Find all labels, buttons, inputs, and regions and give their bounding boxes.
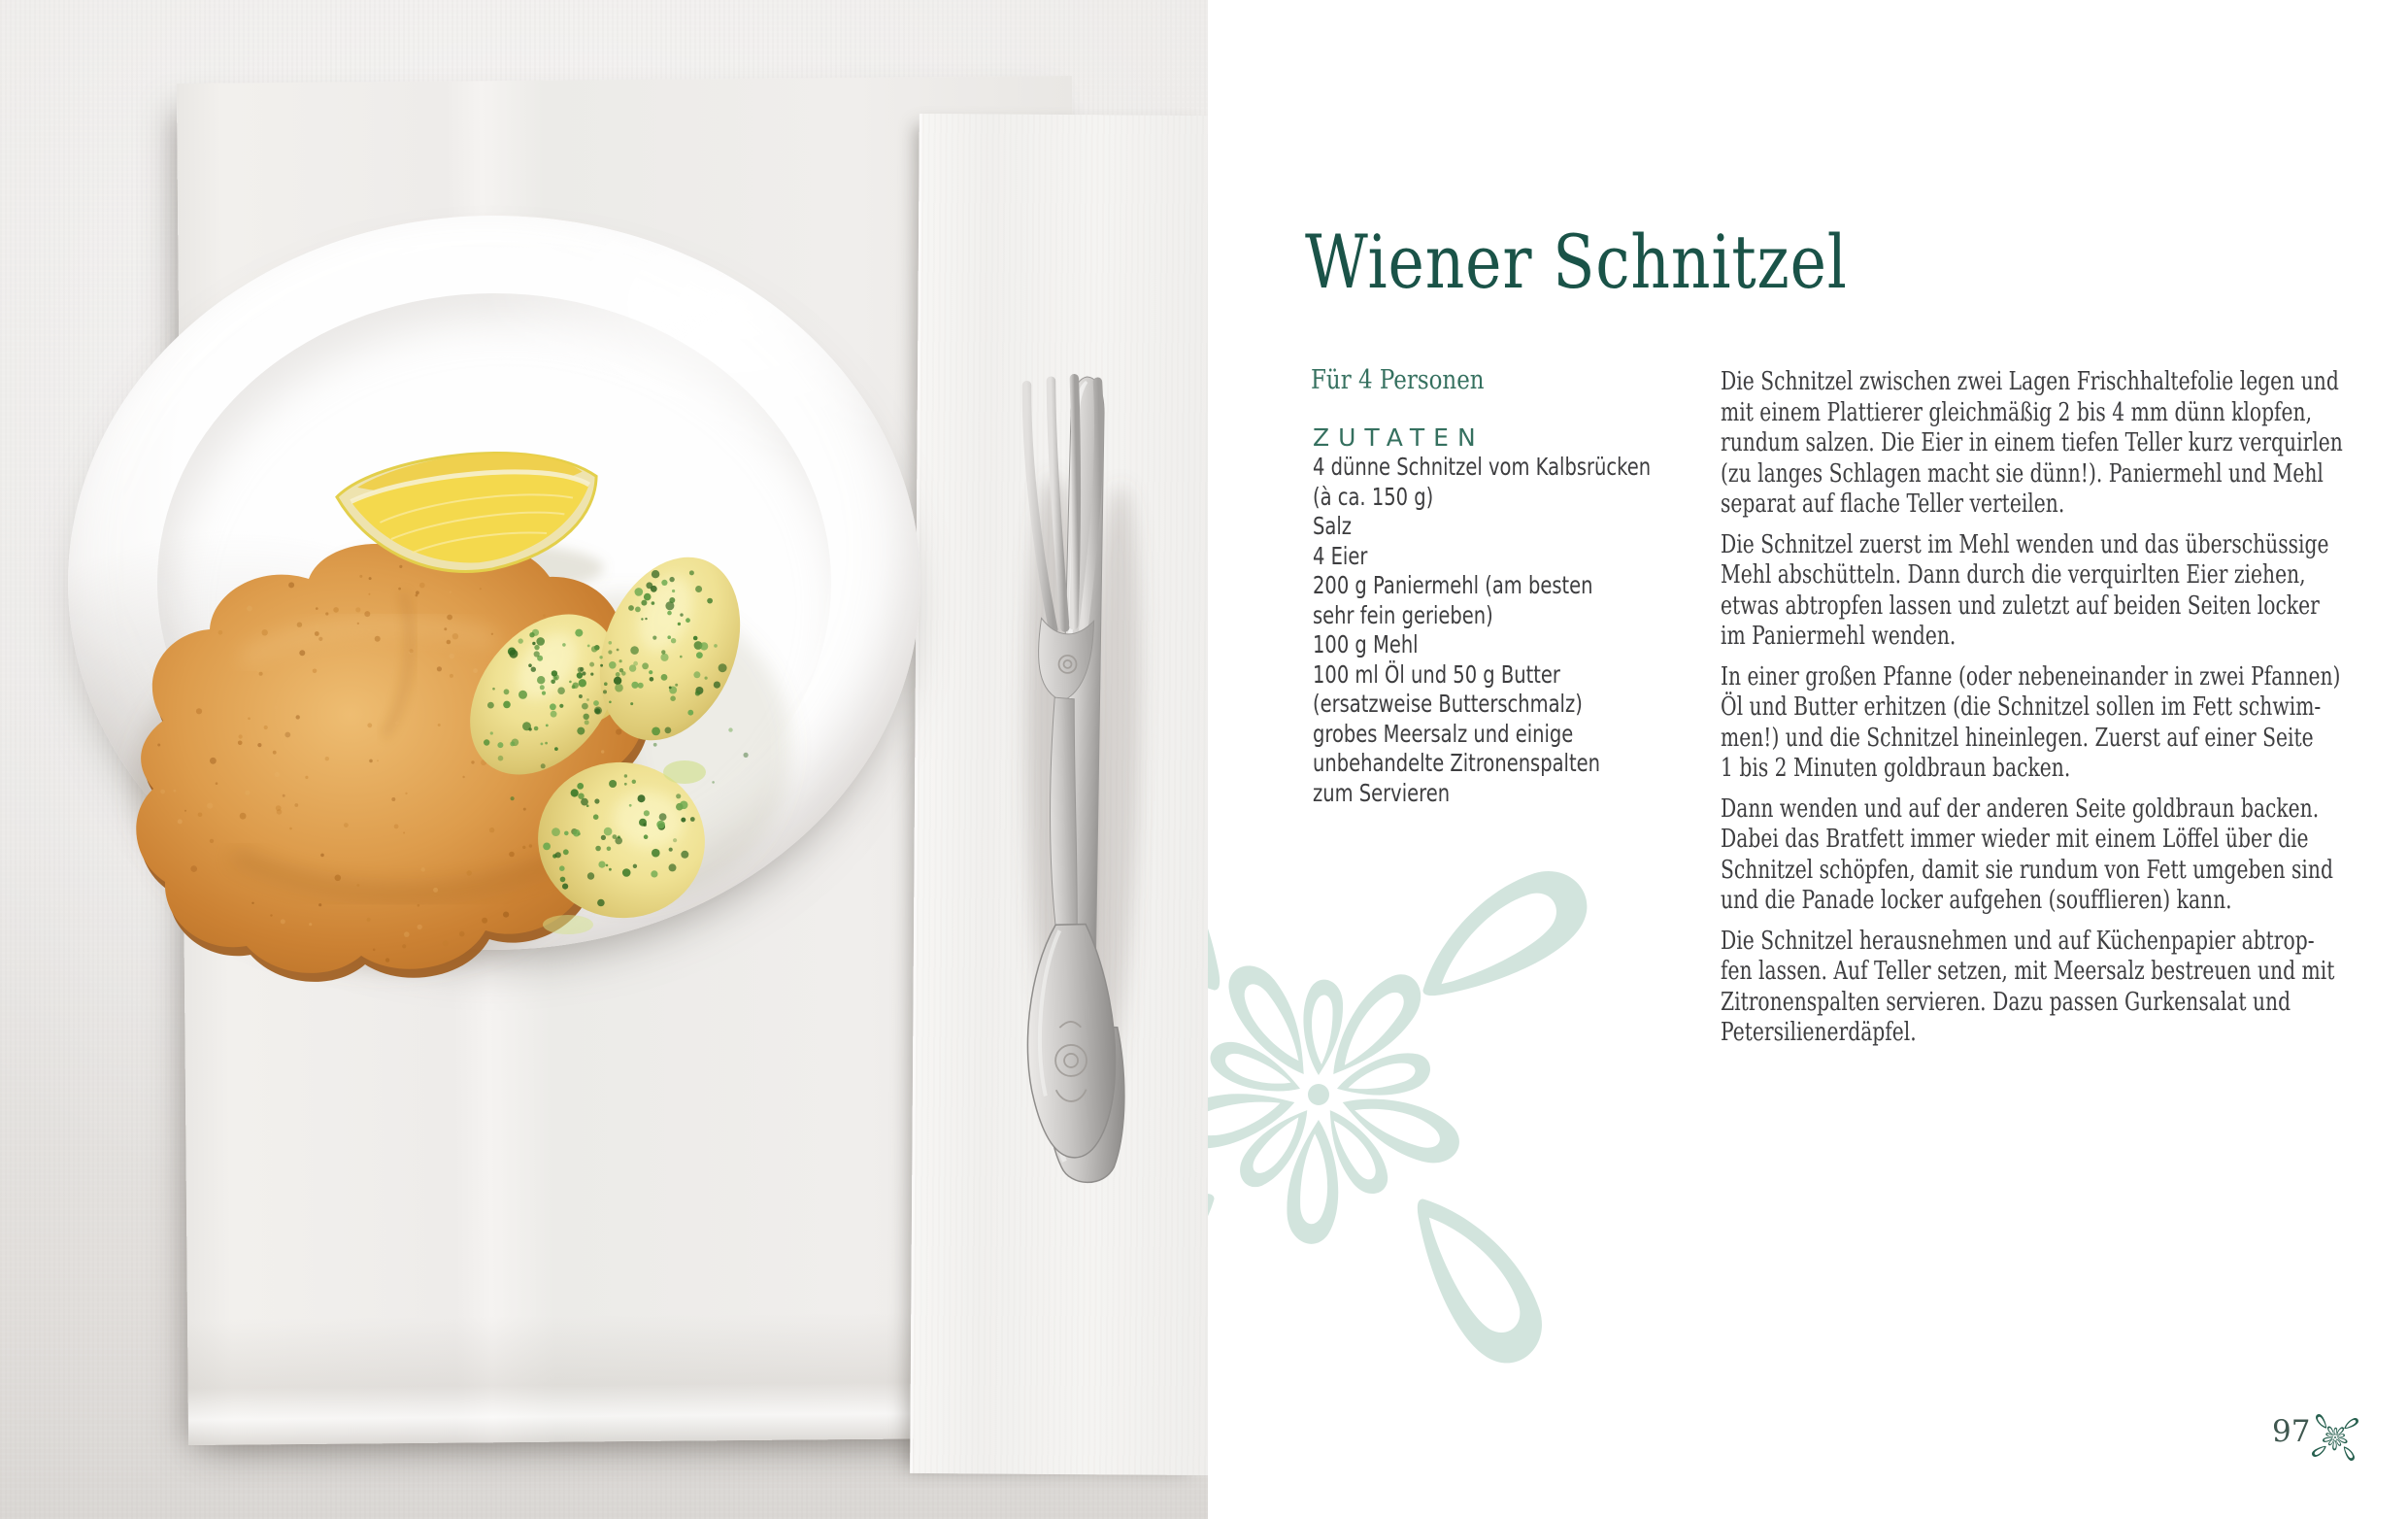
instruction-line: 1 bis 2 Minuten goldbraun backen.: [1721, 754, 2071, 783]
instruction-line: fen lassen. Auf Teller setzen, mit Meersalz bestreuen und mit: [1721, 957, 2335, 986]
instruction-line: men!) und die Schnitzel hineinlegen. Zuerst auf einer Seite: [1721, 723, 2314, 753]
ingredient-line: (à ca. 150 g): [1313, 482, 1434, 511]
instruction-line: und die Panade locker aufgehen (soufflieren) kann.: [1721, 886, 2232, 915]
instruction-line: etwas abtropfen lassen und zuletzt auf beiden Seiten locker: [1721, 591, 2320, 621]
ingredient-line: unbehandelte Zitronenspalten: [1313, 749, 1600, 777]
instruction-paragraph: [1721, 662, 2343, 785]
instruction-line: Öl und Butter erhitzen (die Schnitzel sollen im Fett schwim-: [1721, 692, 2322, 722]
ingredient-line: sehr fein gerieben): [1313, 600, 1493, 629]
recipe-title: Wiener Schnitzel: [1305, 219, 1848, 305]
instructions-text: [1721, 367, 2343, 1059]
ingredients-heading: ZUTATEN: [1313, 423, 1485, 452]
instruction-line: Die Schnitzel herausnehmen und auf Küchenpapier abtrop-: [1721, 926, 2315, 956]
instruction-line: separat auf flache Teller verteilen.: [1721, 489, 2065, 519]
instruction-line: Petersilienerdäpfel.: [1721, 1018, 1917, 1047]
ingredient-line: 4 Eier: [1313, 541, 1368, 570]
instruction-line: Dann wenden und auf der anderen Seite goldbraun backen.: [1721, 793, 2320, 824]
ingredient-line: grobes Meersalz und einige: [1313, 719, 1574, 748]
ingredient-line: Salz: [1313, 512, 1352, 540]
instruction-line: Zitronenspalten servieren. Dazu passen Gurkensalat und: [1721, 987, 2291, 1017]
ingredient-line: 100 g Mehl: [1313, 630, 1419, 658]
snowflake-icon: [2303, 1405, 2367, 1469]
instruction-line: Die Schnitzel zuerst im Mehl wenden und das überschüssige: [1721, 529, 2329, 559]
instruction-line: Die Schnitzel zwischen zwei Lagen Frischhaltefolie legen und: [1721, 367, 2339, 396]
instruction-line: Dabei das Bratfett immer wieder mit einem Löffel über die: [1721, 825, 2309, 854]
instruction-line: In einer großen Pfanne (oder nebeneinander in zwei Pfannen): [1721, 661, 2341, 692]
instruction-paragraph: [1721, 927, 2343, 1049]
instruction-paragraph: [1721, 530, 2343, 653]
ingredient-line: zum Servieren: [1313, 778, 1451, 807]
cutlery: [1014, 376, 1152, 1183]
ingredient-line: 100 ml Öl und 50 g Butter: [1313, 659, 1560, 689]
instruction-line: mit einem Plattierer gleichmäßig 2 bis 4 mm dünn klopfen,: [1721, 397, 2313, 427]
instruction-paragraph: [1721, 794, 2343, 917]
instruction-line: (zu langes Schlagen macht sie dünn!). Paniermehl und Mehl: [1721, 458, 2324, 489]
instruction-line: Mehl abschütteln. Dann durch die verquirlten Eier ziehen,: [1721, 560, 2306, 590]
ingredient-line: 200 g Paniermehl (am besten: [1313, 571, 1593, 599]
instruction-line: im Paniermehl wenden.: [1721, 622, 1956, 651]
ingredient-line: 4 dünne Schnitzel vom Kalbsrücken: [1313, 453, 1652, 481]
instruction-line: Schnitzel schöpfen, damit sie rundum von Fett umgeben sind: [1721, 855, 2333, 885]
serving-info: Für 4 Personen: [1311, 365, 1485, 395]
instruction-line: rundum salzen. Die Eier in einem tiefen Teller kurz verquirlen: [1721, 428, 2343, 457]
ingredient-line: (ersatzweise Butterschmalz): [1313, 690, 1583, 718]
page-number: 97: [2272, 1414, 2311, 1449]
instruction-paragraph: [1721, 367, 2343, 521]
